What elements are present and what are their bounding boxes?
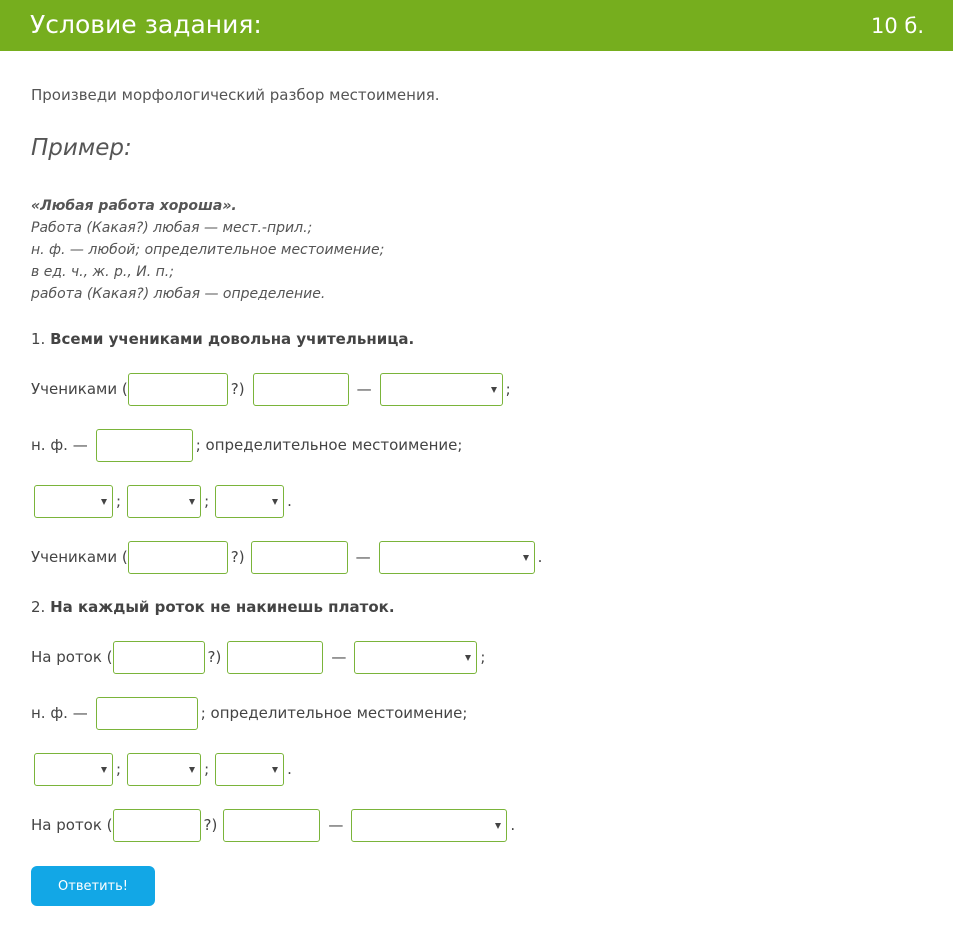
row-suffix: ; определительное местоимение; xyxy=(195,436,463,454)
row-prefix: н. ф. — xyxy=(31,704,88,722)
task-2-row-4 xyxy=(31,808,515,842)
chevron-down-icon xyxy=(495,823,501,829)
row-end: . xyxy=(537,548,543,566)
word-input[interactable] xyxy=(251,541,348,574)
dash: — xyxy=(328,816,344,834)
chevron-down-icon xyxy=(491,387,497,393)
separator: ; xyxy=(204,492,210,510)
task-instruction: Произведи морфологический разбор местоимения. xyxy=(31,86,440,104)
separator: ; xyxy=(204,760,210,778)
task-1-row-2 xyxy=(31,428,462,462)
chevron-down-icon xyxy=(101,499,107,505)
row-end: . xyxy=(287,492,292,510)
number-select[interactable] xyxy=(34,485,113,518)
chevron-down-icon xyxy=(189,499,195,505)
dash: — xyxy=(355,548,371,566)
row-word: Учениками ( xyxy=(31,548,128,566)
task-sentence: Всеми учениками довольна учительница. xyxy=(50,330,415,348)
row-suffix: ; определительное местоимение; xyxy=(200,704,468,722)
sentence-member-select[interactable] xyxy=(351,809,507,842)
task-1-row-4 xyxy=(31,540,542,574)
task-1-row-3 xyxy=(34,484,292,518)
part-of-speech-select[interactable] xyxy=(354,641,477,674)
example-line: работа (Какая?) любая — определение. xyxy=(31,286,326,302)
word-input[interactable] xyxy=(223,809,320,842)
case-select[interactable] xyxy=(215,485,284,518)
word-input[interactable] xyxy=(227,641,323,674)
example-sentence: «Любая работа хороша». xyxy=(31,198,237,214)
row-word: На роток ( xyxy=(31,648,113,666)
question-suffix: ?) xyxy=(230,548,245,566)
header-title: Условие задания: xyxy=(30,10,262,39)
task-2-row-2 xyxy=(31,696,467,730)
submit-button[interactable]: Ответить! xyxy=(31,866,155,906)
question-suffix: ?) xyxy=(203,816,218,834)
task-2-row-3 xyxy=(34,752,292,786)
question-input[interactable] xyxy=(113,641,205,674)
example-line: н. ф. — любой; определительное местоимение; xyxy=(31,242,385,258)
header-points: 10 б. xyxy=(870,14,924,38)
separator: ; xyxy=(116,492,122,510)
row-word: Учениками ( xyxy=(31,380,128,398)
example-block xyxy=(31,195,384,305)
task-2-sentence xyxy=(31,597,395,617)
sentence-member-select[interactable] xyxy=(379,541,535,574)
row-end: ; xyxy=(505,380,511,398)
task-number: 1. xyxy=(31,330,46,348)
task-number: 2. xyxy=(31,598,46,616)
question-suffix: ?) xyxy=(207,648,222,666)
initial-form-input[interactable] xyxy=(96,697,198,730)
task-2-row-1 xyxy=(31,640,485,674)
chevron-down-icon xyxy=(465,655,471,661)
chevron-down-icon xyxy=(189,767,195,773)
chevron-down-icon xyxy=(272,767,278,773)
case-select[interactable] xyxy=(215,753,284,786)
separator: ; xyxy=(116,760,122,778)
chevron-down-icon xyxy=(272,499,278,505)
task-1-row-1 xyxy=(31,372,511,406)
chevron-down-icon xyxy=(101,767,107,773)
dash: — xyxy=(331,648,347,666)
row-end: . xyxy=(287,760,292,778)
row-end: . xyxy=(510,816,516,834)
task-header xyxy=(0,0,953,51)
example-line: в ед. ч., ж. р., И. п.; xyxy=(31,264,174,280)
gender-select[interactable] xyxy=(127,485,201,518)
row-prefix: н. ф. — xyxy=(31,436,88,454)
word-input[interactable] xyxy=(253,373,349,406)
question-input[interactable] xyxy=(128,541,228,574)
dash: — xyxy=(356,380,372,398)
question-input[interactable] xyxy=(128,373,228,406)
example-line: Работа (Какая?) любая — мест.-прил.; xyxy=(31,220,313,236)
number-select[interactable] xyxy=(34,753,113,786)
gender-select[interactable] xyxy=(127,753,201,786)
part-of-speech-select[interactable] xyxy=(380,373,503,406)
row-end: ; xyxy=(480,648,486,666)
chevron-down-icon xyxy=(523,555,529,561)
question-suffix: ?) xyxy=(230,380,245,398)
question-input[interactable] xyxy=(113,809,201,842)
example-heading: Пример: xyxy=(31,135,132,161)
task-sentence: На каждый роток не накинешь платок. xyxy=(50,598,395,616)
initial-form-input[interactable] xyxy=(96,429,193,462)
row-word: На роток ( xyxy=(31,816,113,834)
task-1-sentence xyxy=(31,329,414,349)
